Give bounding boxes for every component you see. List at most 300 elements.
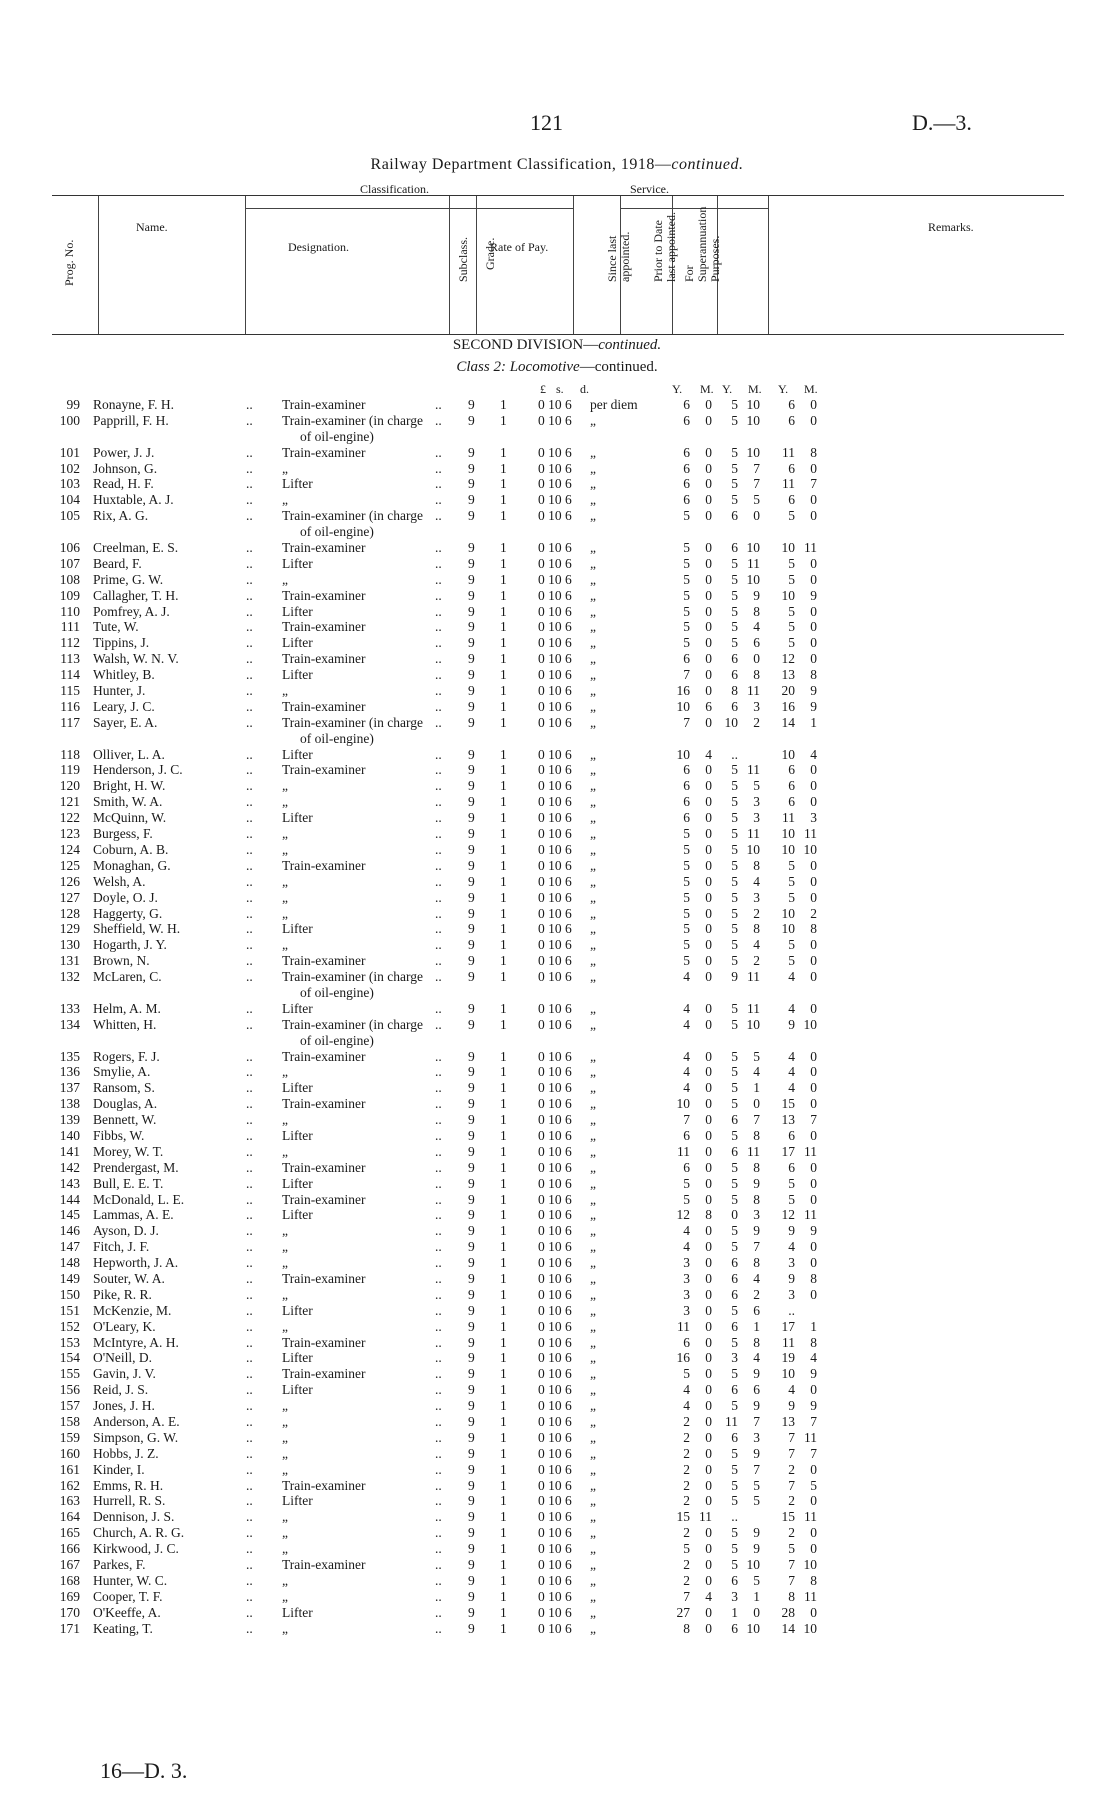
cell-prog-no: 102 xyxy=(59,460,80,476)
cell-prog-no: 137 xyxy=(59,1080,80,1096)
cell-designation: Train-examiner xyxy=(282,1334,366,1350)
leader-dots: .. xyxy=(246,762,253,778)
cell-super-months: 0 xyxy=(810,1493,817,1509)
cell-name: Creelman, E. S. xyxy=(93,540,179,556)
cell-rate: 0 10 6 xyxy=(538,1350,572,1366)
cell-rate-unit: „ xyxy=(590,1541,596,1557)
cell-since-years: 4 xyxy=(683,969,690,985)
cell-prior-years: 5 xyxy=(731,1445,738,1461)
table-row xyxy=(0,1541,1114,1557)
cell-super-months: 0 xyxy=(810,508,817,524)
cell-since-years: 4 xyxy=(683,1382,690,1398)
cell-since-months: 0 xyxy=(705,794,712,810)
cell-since-years: 6 xyxy=(683,460,690,476)
unit-m2: M. xyxy=(748,382,762,396)
cell-super-months: 8 xyxy=(810,667,817,683)
cell-rate: 0 10 6 xyxy=(538,508,572,524)
cell-grade: 1 xyxy=(500,1302,507,1318)
cell-name: Leary, J. C. xyxy=(93,698,155,714)
cell-rate: 0 10 6 xyxy=(538,778,572,794)
cell-super-years: 2 xyxy=(788,1525,795,1541)
cell-name: Bull, E. E. T. xyxy=(93,1175,164,1191)
table-row xyxy=(0,635,1114,651)
cell-prior-months: 0 xyxy=(753,1604,760,1620)
cell-prog-no: 153 xyxy=(59,1334,80,1350)
cell-super-months: 7 xyxy=(810,476,817,492)
cell-subclass: 9 xyxy=(468,619,475,635)
cell-grade: 1 xyxy=(500,444,507,460)
cell-name: Ransom, S. xyxy=(93,1080,155,1096)
cell-since-months: 0 xyxy=(705,1286,712,1302)
cell-since-years: 5 xyxy=(683,953,690,969)
cell-super-months: 0 xyxy=(810,651,817,667)
cell-name: Huxtable, A. J. xyxy=(93,492,174,508)
cell-rate: 0 10 6 xyxy=(538,841,572,857)
table-row xyxy=(0,890,1114,906)
cell-prior-years: .. xyxy=(731,1509,738,1525)
cell-super-years: 5 xyxy=(788,1541,795,1557)
header-classification: Classification. xyxy=(360,182,429,196)
cell-rate-unit: „ xyxy=(590,1270,596,1286)
cell-super-months: 0 xyxy=(810,397,817,412)
cell-since-years: 6 xyxy=(683,444,690,460)
cell-since-months: 0 xyxy=(705,1429,712,1445)
cell-subclass: 9 xyxy=(468,1080,475,1096)
cell-grade: 1 xyxy=(500,1445,507,1461)
cell-super-years: 16 xyxy=(781,698,795,714)
cell-designation: Train-examiner xyxy=(282,397,366,412)
cell-prior-years: 5 xyxy=(731,826,738,842)
cell-name: Tippins, J. xyxy=(93,635,150,651)
cell-grade: 1 xyxy=(500,1334,507,1350)
cell-prior-years: 8 xyxy=(731,683,738,699)
cell-super-months: 1 xyxy=(810,1318,817,1334)
cell-super-years: 13 xyxy=(781,1112,795,1128)
cell-prog-no: 159 xyxy=(59,1429,80,1445)
cell-rate-unit: „ xyxy=(590,810,596,826)
cell-since-years: 7 xyxy=(683,1588,690,1604)
cell-since-months: 0 xyxy=(705,889,712,905)
cell-super-years: 17 xyxy=(781,1143,795,1159)
cell-designation: Train-examiner (in charge xyxy=(282,969,423,985)
cell-rate-unit: „ xyxy=(590,953,596,969)
cell-rate-unit: „ xyxy=(590,1096,596,1112)
cell-super-years: 5 xyxy=(788,857,795,873)
cell-rate: 0 10 6 xyxy=(538,1461,572,1477)
header-rate-of-pay: Rate of Pay. xyxy=(490,240,549,254)
cell-since-months: 0 xyxy=(705,1604,712,1620)
cell-grade: 1 xyxy=(500,1493,507,1509)
cell-since-months: 0 xyxy=(705,540,712,556)
cell-rate: 0 10 6 xyxy=(538,794,572,810)
cell-grade: 1 xyxy=(500,1207,507,1223)
cell-prior-years: 5 xyxy=(731,1477,738,1493)
leader-dots: .. xyxy=(246,1525,253,1541)
cell-prior-months: 7 xyxy=(753,460,760,476)
cell-rate: 0 10 6 xyxy=(538,603,572,619)
cell-prior-years: 5 xyxy=(731,1493,738,1509)
cell-prior-years: 5 xyxy=(731,937,738,953)
cell-prior-months: 10 xyxy=(746,841,760,857)
cell-grade: 1 xyxy=(500,667,507,683)
cell-since-months: 4 xyxy=(705,746,712,762)
cell-super-months: 0 xyxy=(810,1127,817,1143)
cell-designation: Lifter xyxy=(282,1175,313,1191)
cell-prior-months: 2 xyxy=(753,1286,760,1302)
leader-dots: .. xyxy=(246,508,253,524)
leader-dots: .. xyxy=(246,619,253,635)
leader-dots: .. xyxy=(246,667,253,683)
leader-dots: .. xyxy=(435,1493,442,1509)
cell-grade: 1 xyxy=(500,1557,507,1573)
cell-since-months: 0 xyxy=(705,1223,712,1239)
cell-grade: 1 xyxy=(500,873,507,889)
cell-rate-unit: „ xyxy=(590,1127,596,1143)
leader-dots: .. xyxy=(435,1620,442,1636)
cell-since-months: 0 xyxy=(705,1366,712,1382)
cell-prior-months: 8 xyxy=(753,1255,760,1271)
cell-rate-unit: „ xyxy=(590,1286,596,1302)
cell-designation: „ xyxy=(282,841,288,857)
cell-prior-years: 6 xyxy=(731,1143,738,1159)
cell-prior-years: 6 xyxy=(731,1270,738,1286)
cell-rate: 0 10 6 xyxy=(538,683,572,699)
cell-name: Morey, W. T. xyxy=(93,1143,164,1159)
cell-grade: 1 xyxy=(500,921,507,937)
cell-super-months: 0 xyxy=(810,635,817,651)
cell-subclass: 9 xyxy=(468,587,475,603)
cell-rate: 0 10 6 xyxy=(538,1255,572,1271)
cell-prog-no: 170 xyxy=(59,1604,80,1620)
leader-dots: .. xyxy=(246,1509,253,1525)
cell-since-months: 0 xyxy=(705,1239,712,1255)
leader-dots: .. xyxy=(435,508,442,524)
cell-name: Power, J. J. xyxy=(93,444,155,460)
cell-designation: „ xyxy=(282,1223,288,1239)
leader-dots: .. xyxy=(435,1366,442,1382)
cell-prog-no: 166 xyxy=(59,1541,80,1557)
unit-m3: M. xyxy=(804,382,818,396)
table-row xyxy=(0,604,1114,620)
cell-since-years: 4 xyxy=(683,1398,690,1414)
leader-dots: .. xyxy=(435,587,442,603)
cell-prior-months: 0 xyxy=(753,508,760,524)
footer-reference: 16—D. 3. xyxy=(100,1758,188,1783)
cell-rate-unit: „ xyxy=(590,857,596,873)
cell-rate: 0 10 6 xyxy=(538,1096,572,1112)
cell-prior-years: 5 xyxy=(731,1064,738,1080)
cell-grade: 1 xyxy=(500,1604,507,1620)
cell-prog-no: 164 xyxy=(59,1509,80,1525)
table-row xyxy=(0,1509,1114,1525)
cell-super-months: 0 xyxy=(810,1159,817,1175)
cell-prior-years: 6 xyxy=(731,1620,738,1636)
cell-rate-unit: „ xyxy=(590,889,596,905)
leader-dots: .. xyxy=(246,1620,253,1636)
leader-dots: .. xyxy=(435,1525,442,1541)
cell-prior-years: 3 xyxy=(731,1350,738,1366)
cell-grade: 1 xyxy=(500,460,507,476)
cell-grade: 1 xyxy=(500,1366,507,1382)
cell-rate-unit: „ xyxy=(590,587,596,603)
cell-designation: Train-examiner xyxy=(282,1477,366,1493)
cell-since-months: 0 xyxy=(705,1572,712,1588)
cell-rate-unit: „ xyxy=(590,492,596,508)
cell-subclass: 9 xyxy=(468,1159,475,1175)
cell-super-months: 0 xyxy=(810,1191,817,1207)
cell-prior-years: 1 xyxy=(731,1604,738,1620)
cell-rate-unit: „ xyxy=(590,1414,596,1429)
cell-designation: „ xyxy=(282,1509,288,1525)
cell-name: Hogarth, J. Y. xyxy=(93,937,167,953)
leader-dots: .. xyxy=(435,667,442,683)
cell-rate: 0 10 6 xyxy=(538,905,572,921)
cell-designation: Train-examiner xyxy=(282,857,366,873)
cell-grade: 1 xyxy=(500,969,507,985)
cell-name: O'Keeffe, A. xyxy=(93,1604,161,1620)
cell-prior-years: 6 xyxy=(731,508,738,524)
leader-dots: .. xyxy=(246,1414,253,1429)
cell-rate: 0 10 6 xyxy=(538,1302,572,1318)
cell-super-months: 8 xyxy=(810,444,817,460)
cell-since-months: 0 xyxy=(705,444,712,460)
cell-rate-unit: „ xyxy=(590,1445,596,1461)
cell-prior-months: 5 xyxy=(753,1477,760,1493)
cell-super-months: 0 xyxy=(810,1239,817,1255)
leader-dots: .. xyxy=(246,555,253,571)
cell-designation: Train-examiner (in charge xyxy=(282,412,423,428)
cell-subclass: 9 xyxy=(468,921,475,937)
leader-dots: .. xyxy=(246,476,253,492)
table-row xyxy=(0,1144,1114,1160)
cell-prior-years: 5 xyxy=(731,921,738,937)
cell-since-years: 11 xyxy=(677,1318,690,1334)
cell-since-years: 5 xyxy=(683,937,690,953)
cell-rate-unit: „ xyxy=(590,603,596,619)
cell-rate: 0 10 6 xyxy=(538,1064,572,1080)
cell-rate: 0 10 6 xyxy=(538,714,572,730)
cell-rate-unit: „ xyxy=(590,969,596,985)
cell-rate-unit: „ xyxy=(590,460,596,476)
leader-dots: .. xyxy=(435,412,442,428)
cell-super-months: 0 xyxy=(810,1604,817,1620)
cell-rate-unit: „ xyxy=(590,1112,596,1128)
cell-since-years: 6 xyxy=(683,412,690,428)
cell-rate: 0 10 6 xyxy=(538,953,572,969)
cell-prog-no: 139 xyxy=(59,1112,80,1128)
table-row xyxy=(0,683,1114,699)
cell-since-months: 0 xyxy=(705,762,712,778)
cell-super-years: 12 xyxy=(781,651,795,667)
cell-prog-no: 117 xyxy=(60,714,80,730)
cell-prog-no: 116 xyxy=(60,698,80,714)
cell-since-months: 0 xyxy=(705,1000,712,1016)
leader-dots: .. xyxy=(246,571,253,587)
cell-prior-months: 1 xyxy=(753,1080,760,1096)
cell-rate: 0 10 6 xyxy=(538,1207,572,1223)
cell-name: McQuinn, W. xyxy=(93,810,167,826)
cell-rate: 0 10 6 xyxy=(538,651,572,667)
table-row xyxy=(0,1319,1114,1335)
table-row xyxy=(0,794,1114,810)
cell-prog-no: 138 xyxy=(59,1096,80,1112)
cell-super-years: 4 xyxy=(788,1048,795,1064)
cell-rate: 0 10 6 xyxy=(538,1493,572,1509)
cell-prior-months: 0 xyxy=(753,1096,760,1112)
cell-name: Papprill, F. H. xyxy=(93,412,169,428)
cell-rate: 0 10 6 xyxy=(538,826,572,842)
cell-prior-years: 5 xyxy=(731,1223,738,1239)
cell-since-months: 0 xyxy=(705,1255,712,1271)
cell-rate-unit: „ xyxy=(590,1048,596,1064)
cell-name: Hunter, J. xyxy=(93,683,146,699)
leader-dots: .. xyxy=(246,1350,253,1366)
cell-designation: Train-examiner xyxy=(282,540,366,556)
cell-designation: Lifter xyxy=(282,921,313,937)
cell-grade: 1 xyxy=(500,762,507,778)
cell-prog-no: 108 xyxy=(59,571,80,587)
cell-since-months: 0 xyxy=(705,1445,712,1461)
cell-name: Smylie, A. xyxy=(93,1064,151,1080)
table-row xyxy=(0,953,1114,969)
cell-since-months: 0 xyxy=(705,1080,712,1096)
cell-rate-unit: „ xyxy=(590,1398,596,1414)
cell-since-years: 27 xyxy=(676,1604,690,1620)
cell-subclass: 9 xyxy=(468,841,475,857)
cell-super-years: 10 xyxy=(781,826,795,842)
cell-super-months: 8 xyxy=(810,921,817,937)
cell-prior-months: 9 xyxy=(753,587,760,603)
cell-super-months: 8 xyxy=(810,1334,817,1350)
cell-rate-unit: per diem xyxy=(590,397,638,412)
cell-rate-unit: „ xyxy=(590,1302,596,1318)
cell-since-months: 0 xyxy=(705,1414,712,1429)
leader-dots: .. xyxy=(246,1493,253,1509)
header-subclass: Subclass. xyxy=(456,237,470,282)
cell-prior-years: 5 xyxy=(731,1398,738,1414)
leader-dots: .. xyxy=(246,1541,253,1557)
leader-dots: .. xyxy=(246,603,253,619)
leader-dots: .. xyxy=(435,1429,442,1445)
header-prior-to: Prior to Date last appointed. xyxy=(651,212,678,282)
cell-name: Jones, J. H. xyxy=(93,1398,155,1414)
cell-super-months: 0 xyxy=(810,969,817,985)
cell-since-years: 5 xyxy=(683,555,690,571)
cell-since-months: 0 xyxy=(705,1557,712,1573)
table-row xyxy=(0,842,1114,858)
cell-prior-years: 5 xyxy=(731,1127,738,1143)
cell-prior-years: 5 xyxy=(731,778,738,794)
cell-rate: 0 10 6 xyxy=(538,444,572,460)
cell-prior-years: 5 xyxy=(731,476,738,492)
cell-designation: „ xyxy=(282,683,288,699)
cell-prior-months: 10 xyxy=(746,397,760,412)
cell-rate-unit: „ xyxy=(590,635,596,651)
table-row xyxy=(0,1493,1114,1509)
cell-name: Simpson, G. W. xyxy=(93,1429,179,1445)
cell-super-years: .. xyxy=(788,1302,795,1318)
cell-super-months: 5 xyxy=(810,1477,817,1493)
cell-super-months: 0 xyxy=(810,1525,817,1541)
cell-super-years: 4 xyxy=(788,1064,795,1080)
leader-dots: .. xyxy=(435,1509,442,1525)
cell-prior-years: 5 xyxy=(731,1000,738,1016)
cell-grade: 1 xyxy=(500,651,507,667)
cell-grade: 1 xyxy=(500,1127,507,1143)
leader-dots: .. xyxy=(246,1588,253,1604)
cell-rate: 0 10 6 xyxy=(538,921,572,937)
page-title xyxy=(0,156,1114,174)
cell-subclass: 9 xyxy=(468,1525,475,1541)
cell-subclass: 9 xyxy=(468,540,475,556)
cell-since-months: 0 xyxy=(705,1493,712,1509)
cell-super-years: 2 xyxy=(788,1461,795,1477)
cell-super-months: 0 xyxy=(810,937,817,953)
table-row xyxy=(0,572,1114,588)
cell-super-years: 3 xyxy=(788,1286,795,1302)
cell-super-months: 9 xyxy=(810,683,817,699)
cell-since-years: 5 xyxy=(683,889,690,905)
leader-dots: .. xyxy=(246,1366,253,1382)
table-row xyxy=(0,1478,1114,1494)
cell-since-months: 0 xyxy=(705,1350,712,1366)
cell-super-years: 6 xyxy=(788,412,795,428)
cell-subclass: 9 xyxy=(468,1334,475,1350)
cell-rate-unit: „ xyxy=(590,1143,596,1159)
cell-subclass: 9 xyxy=(468,953,475,969)
leader-dots: .. xyxy=(246,1604,253,1620)
table-row xyxy=(0,1350,1114,1366)
cell-prog-no: 135 xyxy=(59,1048,80,1064)
cell-prior-years: 5 xyxy=(731,555,738,571)
cell-prog-no: 151 xyxy=(59,1302,80,1318)
cell-name: Rogers, F. J. xyxy=(93,1048,160,1064)
cell-prog-no: 141 xyxy=(59,1143,80,1159)
cell-since-months: 0 xyxy=(705,1318,712,1334)
cell-prog-no: 168 xyxy=(59,1572,80,1588)
cell-grade: 1 xyxy=(500,857,507,873)
cell-since-months: 4 xyxy=(705,1588,712,1604)
cell-prior-years: 5 xyxy=(731,619,738,635)
cell-super-months: 11 xyxy=(804,1588,817,1604)
cell-rate-unit: „ xyxy=(590,1080,596,1096)
cell-rate: 0 10 6 xyxy=(538,762,572,778)
cell-subclass: 9 xyxy=(468,873,475,889)
cell-designation: Lifter xyxy=(282,1604,313,1620)
cell-subclass: 9 xyxy=(468,476,475,492)
cell-subclass: 9 xyxy=(468,1302,475,1318)
cell-grade: 1 xyxy=(500,619,507,635)
table-row xyxy=(0,969,1114,985)
cell-grade: 1 xyxy=(500,1350,507,1366)
cell-designation: „ xyxy=(282,1064,288,1080)
cell-designation: „ xyxy=(282,873,288,889)
table-row xyxy=(0,1589,1114,1605)
cell-rate: 0 10 6 xyxy=(538,937,572,953)
cell-super-years: 11 xyxy=(782,476,795,492)
cell-prog-no: 167 xyxy=(59,1557,80,1573)
title-main: Railway Department Classification, 1918— xyxy=(370,156,672,173)
cell-since-years: 2 xyxy=(683,1461,690,1477)
cell-subclass: 9 xyxy=(468,667,475,683)
cell-name: O'Leary, K. xyxy=(93,1318,156,1334)
cell-designation: Lifter xyxy=(282,667,313,683)
cell-super-months: 11 xyxy=(804,540,817,556)
cell-since-months: 0 xyxy=(705,1477,712,1493)
cell-prior-years: 5 xyxy=(731,1239,738,1255)
table-row xyxy=(0,651,1114,667)
cell-subclass: 9 xyxy=(468,1318,475,1334)
